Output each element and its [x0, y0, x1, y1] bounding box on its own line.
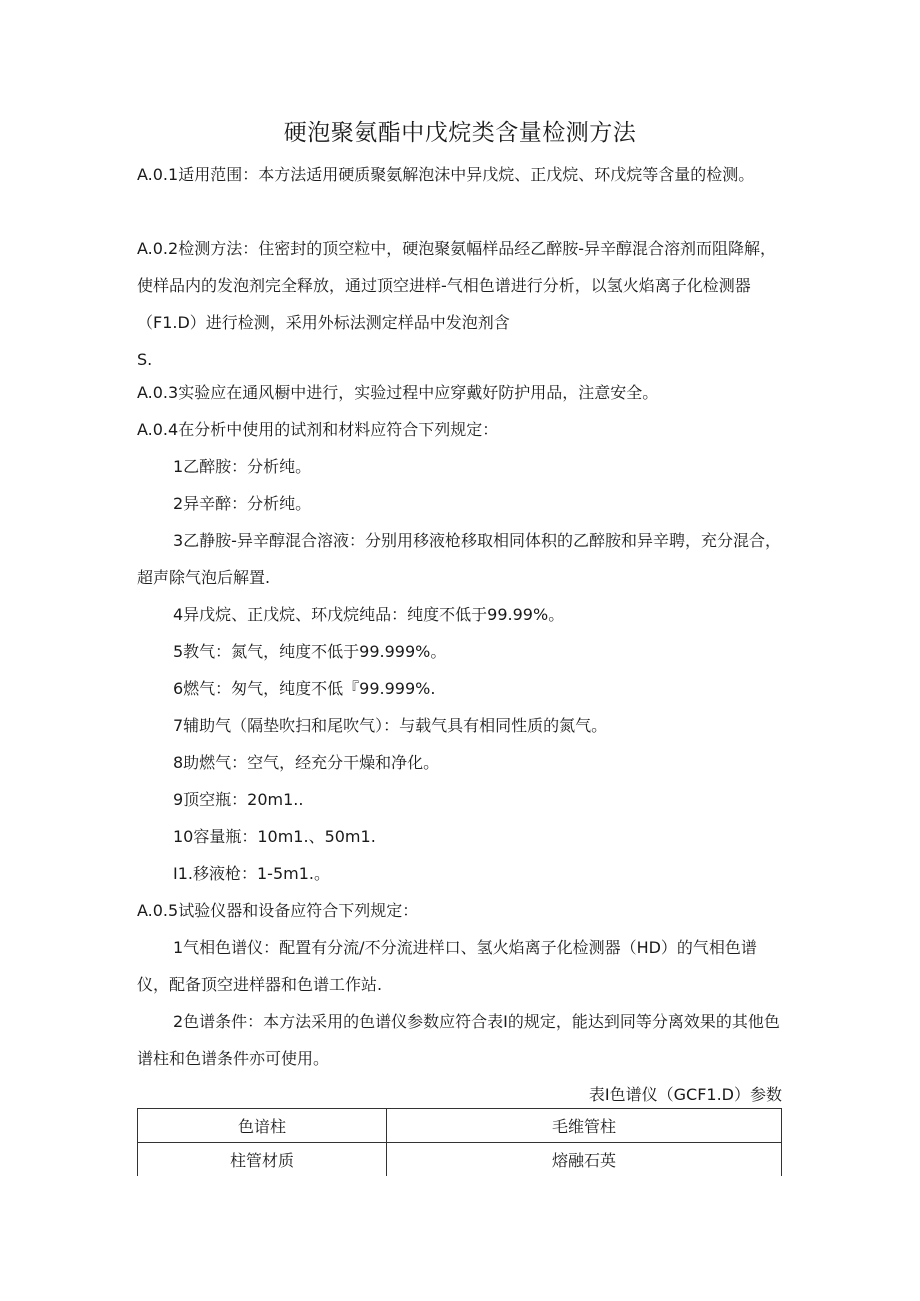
instrument-item-2: 2色谱条件：本方法采用的色谱仪参数应符合表I的规定，能达到同等分离效果的其他色谱柱和色谱条件亦可使用。: [137, 1012, 780, 1068]
reagent-item-11: I1.移液枪：1-5m1.。: [173, 864, 330, 883]
instrument-item-1: 1气相色谱仪：配置有分流/不分流进样口、氢火焰离子化检测器（HD）的气相色谱仪，配备顶空进样器和色谱工作站.: [137, 938, 757, 994]
reagent-item-6: 6燃气：匆气，纯度不低『99.999%.: [173, 679, 436, 698]
paragraph-a02: A.0.2检测方法：住密封的顶空粒中，硬泡聚氨幅样品经乙醉胺-异辛醇混合溶剂而阻降解，使样品内的发泡剂完全释放，通过顶空进样-气相色谱进行分析，以氢火焰离子化检测器（F1.D）进行检测，采用外标法测定样品中发泡剂含: [137, 239, 776, 332]
paragraph-a02-tail: S.: [137, 350, 153, 369]
reagent-item-4: 4异戊烷、正戊烷、环戊烷纯品：纯度不低于99.99%。: [173, 605, 565, 624]
reagent-item-8: 8助燃气：空气，经充分干燥和净化。: [173, 753, 440, 772]
reagent-item-1: 1乙醉胺：分析纯。: [173, 457, 312, 476]
table-cell: 柱管材质: [138, 1143, 387, 1177]
reagent-item-9: 9顶空瓶：20m1..: [173, 790, 304, 809]
reagent-item-2: 2异辛醉：分析纯。: [173, 494, 312, 513]
table-cell: 熔融石英: [387, 1143, 782, 1177]
paragraph-a04: A.0.4在分析中使用的试剂和材料应符合下列规定：: [137, 420, 499, 439]
reagent-item-10: 10容量瓶：10m1.、50m1.: [173, 827, 376, 846]
reagent-item-7: 7辅助气（隔垫吹扫和尾吹气）：与载气具有相同性质的氮气。: [173, 716, 608, 735]
reagent-item-5: 5教气：氮气，纯度不低于99.999%。: [173, 642, 447, 661]
paragraph-a01: A.0.1适用范围：本方法适用硬质聚氨解泡沫中异戊烷、正戊烷、环戊烷等含量的检测。: [137, 165, 755, 184]
paragraph-a03: A.0.3实验应在通风橱中进行，实验过程中应穿戴好防护用品，注意安全。: [137, 383, 659, 402]
table-row: [138, 1109, 782, 1143]
document-title: 硬泡聚氨酯中戊烷类含量检测方法: [283, 120, 637, 146]
table-cell: 色谙柱: [138, 1109, 387, 1143]
parameter-table: [137, 1108, 782, 1176]
table-cell: 毛维管柱: [387, 1109, 782, 1143]
reagent-item-3: 3乙静胺-异辛醇混合溶液：分别用移液枪移取相同体积的乙醉胺和异辛聘，充分混合，超声除气泡后解置.: [137, 531, 781, 587]
paragraph-a05: A.0.5试验仪器和设备应符合下列规定：: [137, 901, 419, 920]
table-row: [138, 1143, 782, 1177]
table-caption: 表I色谱仪（GCF1.D）参数: [588, 1085, 782, 1104]
